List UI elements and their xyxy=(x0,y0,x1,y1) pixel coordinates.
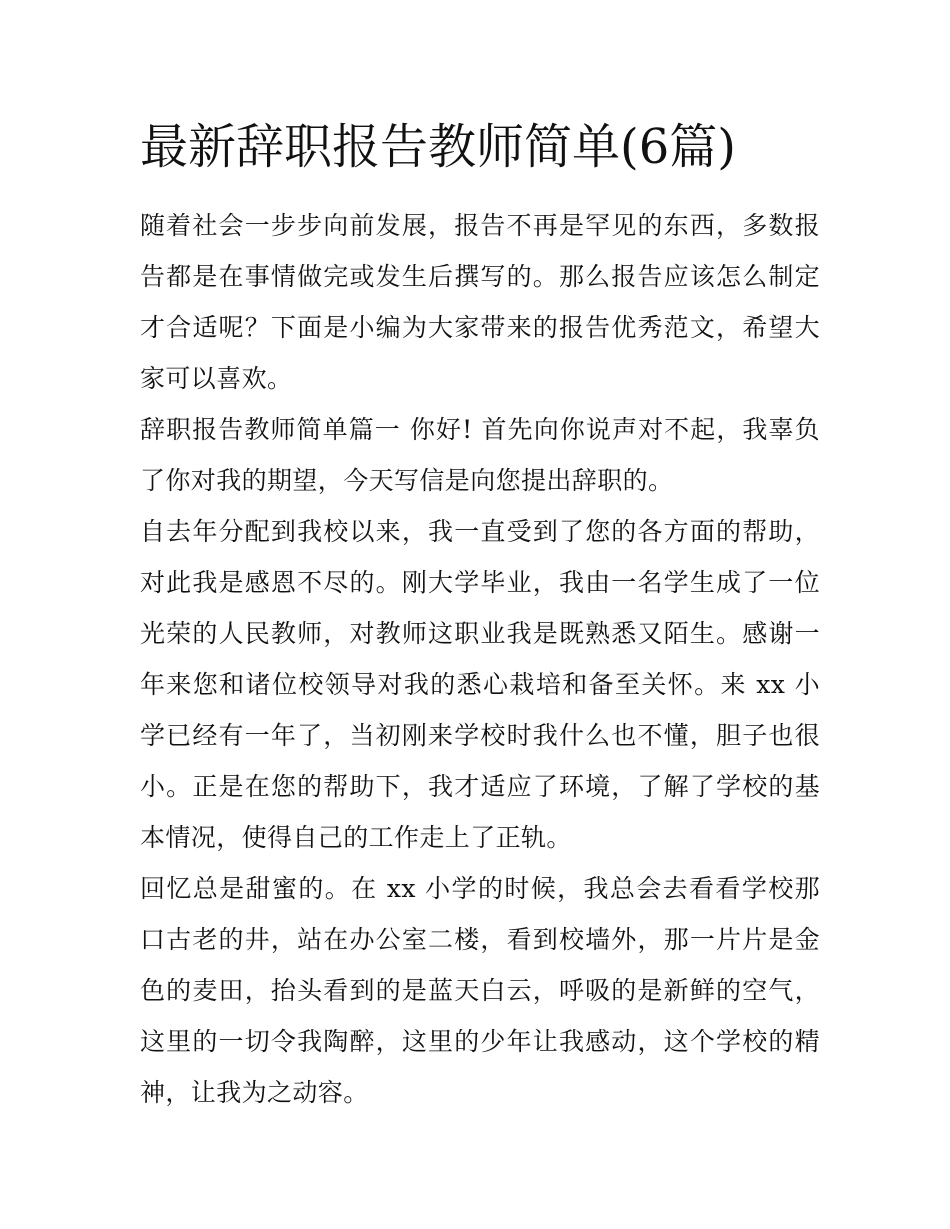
paragraph-greeting: 辞职报告教师简单篇一 你好! 首先向你说声对不起，我辜负了你对我的期望，今天写信是向您提出辞职的。 xyxy=(140,415,820,495)
document-title: 最新辞职报告教师简单(6篇) xyxy=(140,119,736,175)
paragraph-memories: 回忆总是甜蜜的。在 xx 小学的时候，我总会去看看学校那口古老的井，站在办公室二楼，看到校墙外，那一片片是金色的麦田，抬头看到的是蓝天白云，呼吸的是新鲜的空气，这里的一切令我陶醉，这里的少年让我感动，这个学校的精神，让我为之动容。 xyxy=(140,874,820,1107)
document-body xyxy=(140,200,820,1118)
paragraph-gratitude: 自去年分配到我校以来，我一直受到了您的各方面的帮助，对此我是感恩不尽的。刚大学毕业，我由一名学生成了一位光荣的人民教师，对教师这职业我是既熟悉又陌生。感谢一年来您和诸位校领导对我的悉心栽培和备至关怀。来 xx 小学已经有一年了，当初刚来学校时我什么也不懂，胆子也很小。正是在您的帮助下，我才适应了环境，了解了学校的基本情况，使得自己的工作走上了正轨。 xyxy=(140,517,820,852)
paragraph-intro: 随着社会一步步向前发展，报告不再是罕见的东西，多数报告都是在事情做完或发生后撰写的。那么报告应该怎么制定才合适呢？下面是小编为大家带来的报告优秀范文，希望大家可以喜欢。 xyxy=(140,211,820,393)
